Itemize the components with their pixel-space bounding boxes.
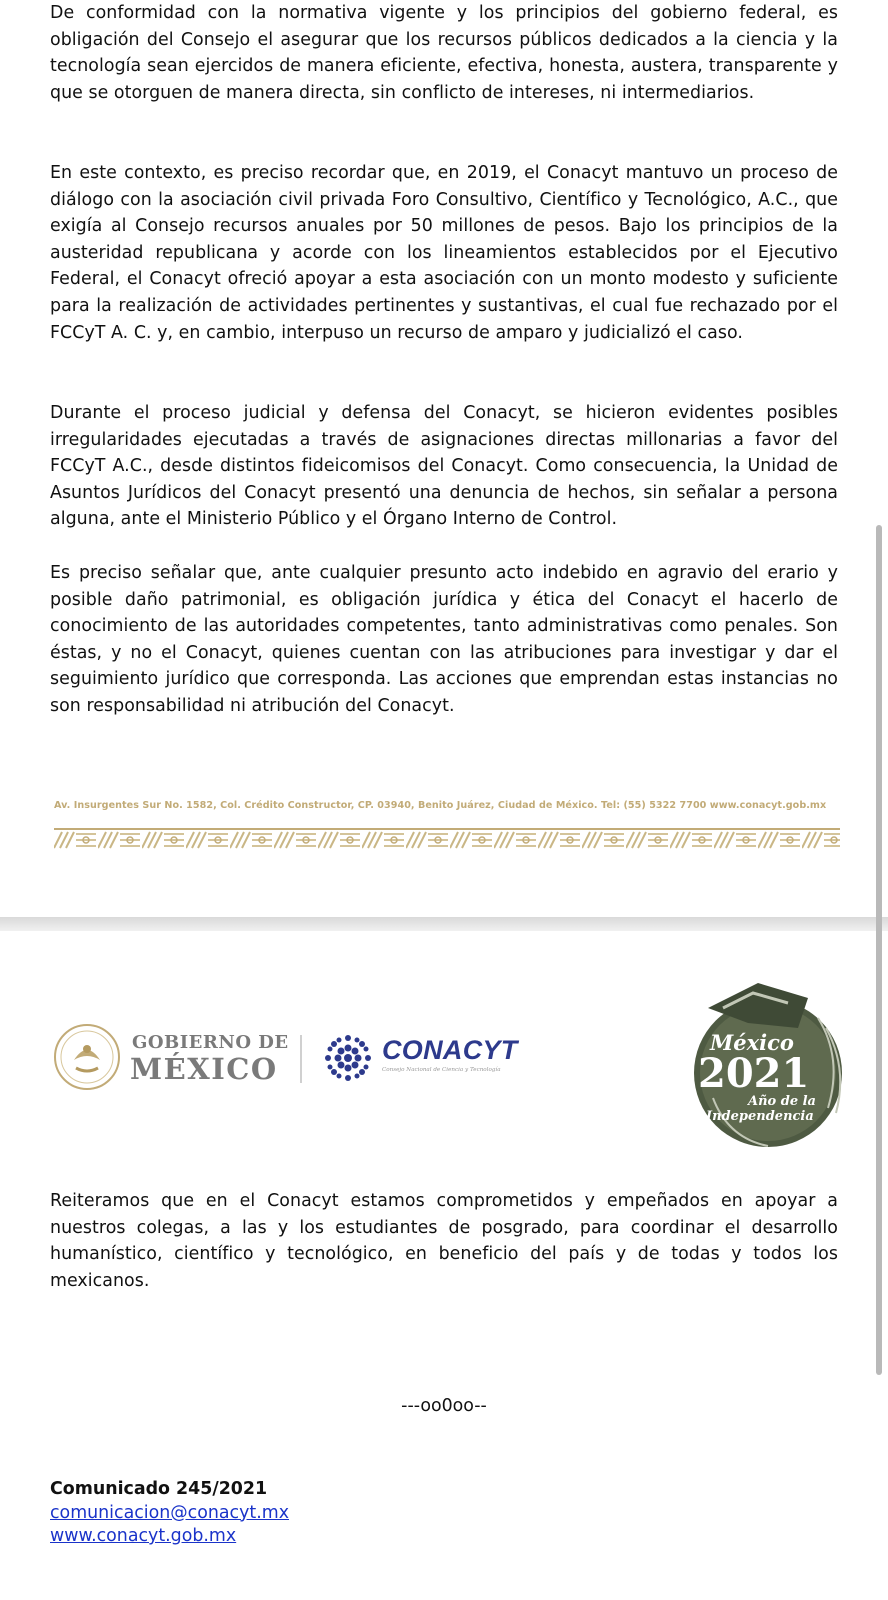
- paragraph-compromiso: Reiteramos que en el Conacyt estamos comprometidos y empeñados en apoyar a nuestros colegas, a las y los estudiantes de posgrado, para coordinar el desarrollo humanístico, científico y tecnológico, en beneficio del país y de todas y todos los mexicanos.: [50, 1191, 838, 1291]
- paragraph-obligacion: Es preciso señalar que, ante cualquier presunto acto indebido en agravio del erario y posible daño patrimonial, es obligación jurídica y ética del Conacyt el hacerlo de conocimiento de las autoridades competentes, tanto administrativas como penales. Son éstas, y no el Conacyt, quienes cuentan con las atribuciones para investigar y dar el seguimiento jurídico que corresponda. Las acciones que emprendan estas instancias no son responsabilidad ni atribución del Conacyt.: [50, 563, 838, 716]
- logo-divider: [300, 1035, 302, 1083]
- email-link[interactable]: comunicacion@conacyt.mx: [50, 1502, 289, 1523]
- website-link[interactable]: www.conacyt.gob.mx: [50, 1526, 237, 1546]
- mexico-2021-independencia-logo: [688, 978, 848, 1153]
- gobierno-de-mexico-logo: [52, 1022, 292, 1092]
- gob-line-1: GOBIERNO DE: [132, 1032, 289, 1053]
- conacyt-wordmark: CONACYT: [382, 1035, 518, 1065]
- letterhead-address: Av. Insurgentes Sur No. 1582, Col. Crédito Constructor, CP. 03940, Benito Juárez, Ciudad de México. Tel: (55) 5322 7700 www.conacyt.gob.mx: [54, 800, 827, 811]
- closing-separator: ---oo0oo--: [401, 1396, 487, 1416]
- press-release-footer: [50, 1478, 289, 1549]
- anniv-motto-2: Independencia: [706, 1109, 814, 1124]
- paragraph-proceso-judicial: Durante el proceso judicial y defensa del Conacyt, se hicieron evidentes posibles irregularidades ejecutadas a través de asignaciones directas millonarias a favor del FCCyT A.C., desde distintos fideicomisos del Conacyt. Como consecuencia, la Unidad de Asuntos Jurídicos del Conacyt presentó una denuncia de hechos, sin señalar a persona alguna, ante el Ministerio Público y el Órgano Interno de Control.: [50, 403, 838, 530]
- national-seal-icon: [52, 1022, 122, 1092]
- paragraph-contexto: En este contexto, es preciso recordar que, en 2019, el Conacyt mantuvo un proceso de diálogo con la asociación civil privada Foro Consultivo, Científico y Tecnológico, A.C., que exigía al Consejo recursos anuales por 50 millones de pesos. Bajo los principios de la austeridad republicana y acorde con los lineamientos establecidos por el Ejecutivo Federal, el Conacyt ofreció apoyar a esta asociación con un monto modesto y suficiente para la realización de actividades pertinentes y sustantivas, el cual fue rechazado por el FCCyT A. C. y, en cambio, interpuso un recurso de amparo y judicializó el caso.: [50, 163, 838, 343]
- conacyt-dots-icon: [320, 1030, 376, 1086]
- anniv-year: 2021: [698, 1050, 810, 1097]
- decorative-pattern-band: [54, 828, 840, 852]
- conacyt-subtitle: Consejo Nacional de Ciencia y Tecnología: [382, 1067, 501, 1073]
- anniv-motto-1: Año de la: [748, 1094, 816, 1109]
- vertical-scrollbar[interactable]: [876, 525, 882, 1375]
- anniv-country: México: [710, 1030, 794, 1055]
- page-break-divider: [0, 917, 888, 931]
- gob-line-2: MÉXICO: [130, 1052, 278, 1086]
- conacyt-logo: [320, 1030, 520, 1086]
- comunicado-number: Comunicado 245/2021: [50, 1479, 268, 1499]
- paragraph-normativa: De conformidad con la normativa vigente y los principios del gobierno federal, es obligación del Consejo el asegurar que los recursos públicos dedicados a la ciencia y la tecnología sean ejercidos de manera eficiente, efectiva, honesta, austera, transparente y que se otorguen de manera directa, sin conflicto de intereses, ni intermediarios.: [50, 3, 838, 103]
